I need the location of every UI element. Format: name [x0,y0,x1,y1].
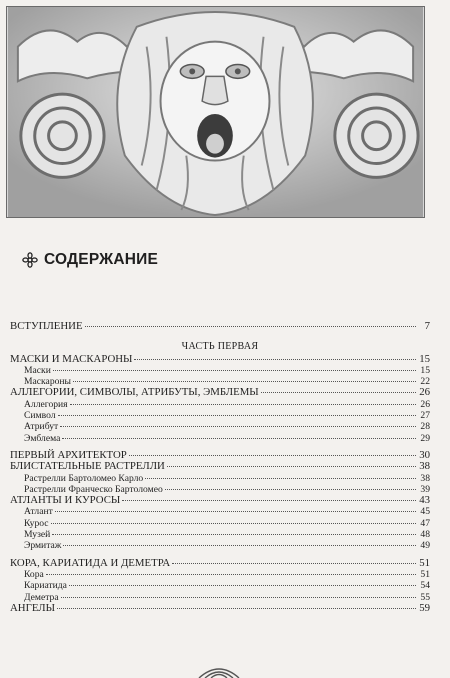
toc-entry-page: 7 [424,320,430,332]
dot-leader [58,407,416,416]
toc-subentry-page: 28 [420,421,430,433]
toc-section-page: 26 [419,386,430,399]
toc-subentry-page: 15 [420,364,430,376]
toc-section-label: АНГЕЛЫ [10,601,56,614]
dot-leader [55,503,416,512]
dot-leader [145,470,416,479]
toc-section-page: 15 [419,352,430,365]
toc-subentry-page: 39 [420,483,430,495]
toc-subentry[interactable] [10,432,430,443]
toc-subentry-label: Атрибут [24,421,59,433]
dot-leader [165,481,416,490]
toc-subentry-label: Маски [24,364,51,376]
contents-title: СОДЕРЖАНИЕ [44,251,159,268]
flower-ornament-icon [22,252,38,268]
toc-subentry-page: 54 [420,580,430,592]
toc-subentry-page: 48 [420,529,430,541]
toc-intro[interactable] [10,320,430,331]
toc-section-page: 30 [419,448,430,461]
bottom-ornament-icon [195,664,243,678]
toc-subentry-label: Маскароны [24,376,71,388]
dot-leader [261,384,416,393]
dot-leader [70,396,416,405]
toc-section-label: КОРА, КАРИАТИДА И ДЕМЕТРА [10,556,171,569]
dot-leader [85,318,416,327]
dot-leader [172,555,416,564]
toc-subentry[interactable] [10,539,430,550]
toc-subentry-label: Кора [24,568,44,580]
dot-leader [69,577,416,586]
contents-heading [22,250,158,270]
header-relief-image [6,6,425,218]
toc-subentry-page: 51 [420,568,430,580]
dot-leader [63,537,416,546]
toc-subentry-page: 45 [420,506,430,518]
toc-section-page: 38 [419,460,430,473]
toc-section-page: 51 [419,556,430,569]
toc-subentry-label: Курос [24,517,49,529]
toc-section-label: АЛЛЕГОРИИ, СИМВОЛЫ, АТРИБУТЫ, ЭМБЛЕМЫ [10,386,259,399]
dot-leader [129,447,416,456]
toc-subentry-label: Эрмитаж [24,540,62,552]
dot-leader [167,458,416,467]
toc-subentry-page: 27 [420,410,430,422]
dot-leader [51,515,416,524]
lion-mask-relief-icon [7,7,424,217]
toc-subentry-label: Аллегория [24,398,68,410]
toc-subentry-page: 26 [420,398,430,410]
dot-leader [73,373,416,382]
dot-leader [134,351,416,360]
toc-section-page: 59 [419,601,430,614]
toc-subentry-label: Деметра [24,591,59,603]
toc-section-label: МАСКИ И МАСКАРОНЫ [10,352,133,365]
toc-section[interactable] [10,602,430,613]
toc-subentry-label: Растрелли Бартоломео Карло [24,472,144,484]
toc-subentry-page: 47 [420,517,430,529]
toc-section-page: 43 [419,494,430,507]
dot-leader [46,566,416,575]
dot-leader [62,430,416,439]
toc-subentry-page: 49 [420,540,430,552]
toc-subentry-label: Растрелли Франческо Бартоломео [24,483,163,495]
dot-leader [57,600,416,609]
toc-subentry-label: Музей [24,529,51,541]
toc-sections [10,353,430,614]
toc-subentry-label: Атлант [24,506,53,518]
toc-subentry-label: Кариатида [24,580,67,592]
toc-section-label: БЛИСТАТЕЛЬНЫЕ РАСТРЕЛЛИ [10,460,165,473]
dot-leader [122,492,416,501]
toc-section-label: АТЛАНТЫ И КУРОСЫ [10,494,121,507]
toc-subentry-page: 29 [420,432,430,444]
dot-leader [52,526,416,535]
toc-section-label: ПЕРВЫЙ АРХИТЕКТОР [10,448,127,461]
toc-subentry-label: Символ [24,410,56,422]
dot-leader [53,362,416,371]
toc-subentry-page: 55 [420,591,430,603]
table-of-contents [10,320,430,613]
part-one-title: ЧАСТЬ ПЕРВАЯ [181,341,259,353]
dot-leader [60,418,416,427]
dot-leader [61,589,416,598]
toc-entry-label: ВСТУПЛЕНИЕ [10,320,83,332]
toc-subentry-page: 38 [420,472,430,484]
toc-subentry-label: Эмблема [24,432,61,444]
toc-subentry-page: 22 [420,376,430,388]
